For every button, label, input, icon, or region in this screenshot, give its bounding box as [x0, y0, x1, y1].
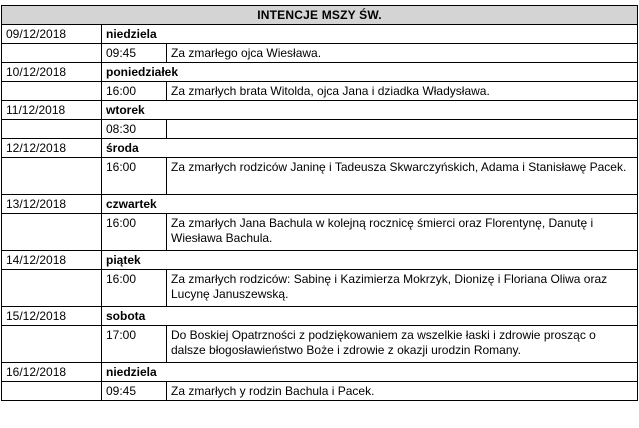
- day-row: [2, 25, 638, 44]
- time-cell: 16:00: [102, 82, 167, 101]
- date-cell: 16/12/2018: [2, 363, 102, 382]
- date-cell: 14/12/2018: [2, 251, 102, 270]
- empty-date-cell: [2, 158, 102, 195]
- time-cell: 09:45: [102, 382, 167, 401]
- mass-row: [2, 120, 638, 139]
- time-cell: 16:00: [102, 158, 167, 195]
- intention-cell: Za zmarłych Jana Bachula w kolejną rocznicę śmierci oraz Florentynę, Danutę i Wiesława Bachula.: [167, 214, 638, 251]
- intention-cell: [167, 120, 638, 139]
- empty-date-cell: [2, 214, 102, 251]
- table-title-row: [2, 6, 638, 25]
- day-row: [2, 101, 638, 120]
- time-cell: 08:30: [102, 120, 167, 139]
- intention-cell: Za zmarłych brata Witolda, ojca Jana i dziadka Władysława.: [167, 82, 638, 101]
- empty-date-cell: [2, 44, 102, 63]
- date-cell: 11/12/2018: [2, 101, 102, 120]
- date-cell: 10/12/2018: [2, 63, 102, 82]
- weekday-cell: niedziela: [102, 25, 638, 44]
- date-cell: 13/12/2018: [2, 195, 102, 214]
- day-row: [2, 307, 638, 326]
- empty-date-cell: [2, 120, 102, 139]
- mass-row: [2, 382, 638, 401]
- mass-intentions-table: [1, 5, 638, 401]
- date-cell: 15/12/2018: [2, 307, 102, 326]
- weekday-cell: poniedziałek: [102, 63, 638, 82]
- intention-cell: Za zmarłego ojca Wiesława.: [167, 44, 638, 63]
- empty-date-cell: [2, 270, 102, 307]
- intention-cell: Za zmarłych y rodzin Bachula i Pacek.: [167, 382, 638, 401]
- date-cell: 12/12/2018: [2, 139, 102, 158]
- mass-row: [2, 326, 638, 363]
- date-cell: 09/12/2018: [2, 25, 102, 44]
- weekday-cell: piątek: [102, 251, 638, 270]
- weekday-cell: wtorek: [102, 101, 638, 120]
- time-cell: 09:45: [102, 44, 167, 63]
- time-cell: 16:00: [102, 270, 167, 307]
- intention-cell: Do Boskiej Opatrzności z podziękowaniem za wszelkie łaski i zdrowie prosząc o dalsze błogosławieństwo Boże i zdrowie z okazji urodzin Romany.: [167, 326, 638, 363]
- time-cell: 17:00: [102, 326, 167, 363]
- mass-row: [2, 82, 638, 101]
- day-row: [2, 63, 638, 82]
- intention-cell: Za zmarłych rodziców: Sabinę i Kazimierza Mokrzyk, Dionizę i Floriana Oliwa oraz Lucynę Januszewską.: [167, 270, 638, 307]
- weekday-cell: środa: [102, 139, 638, 158]
- intention-cell: Za zmarłych rodziców Janinę i Tadeusza Skwarczyńskich, Adama i Stanisławę Pacek.: [167, 158, 638, 195]
- weekday-cell: sobota: [102, 307, 638, 326]
- empty-date-cell: [2, 382, 102, 401]
- day-row: [2, 195, 638, 214]
- day-row: [2, 363, 638, 382]
- day-row: [2, 251, 638, 270]
- mass-row: [2, 214, 638, 251]
- empty-date-cell: [2, 326, 102, 363]
- table-title: INTENCJE MSZY ŚW.: [2, 6, 638, 25]
- mass-row: [2, 270, 638, 307]
- mass-row: [2, 44, 638, 63]
- weekday-cell: czwartek: [102, 195, 638, 214]
- mass-row: [2, 158, 638, 195]
- time-cell: 16:00: [102, 214, 167, 251]
- day-row: [2, 139, 638, 158]
- empty-date-cell: [2, 82, 102, 101]
- weekday-cell: niedziela: [102, 363, 638, 382]
